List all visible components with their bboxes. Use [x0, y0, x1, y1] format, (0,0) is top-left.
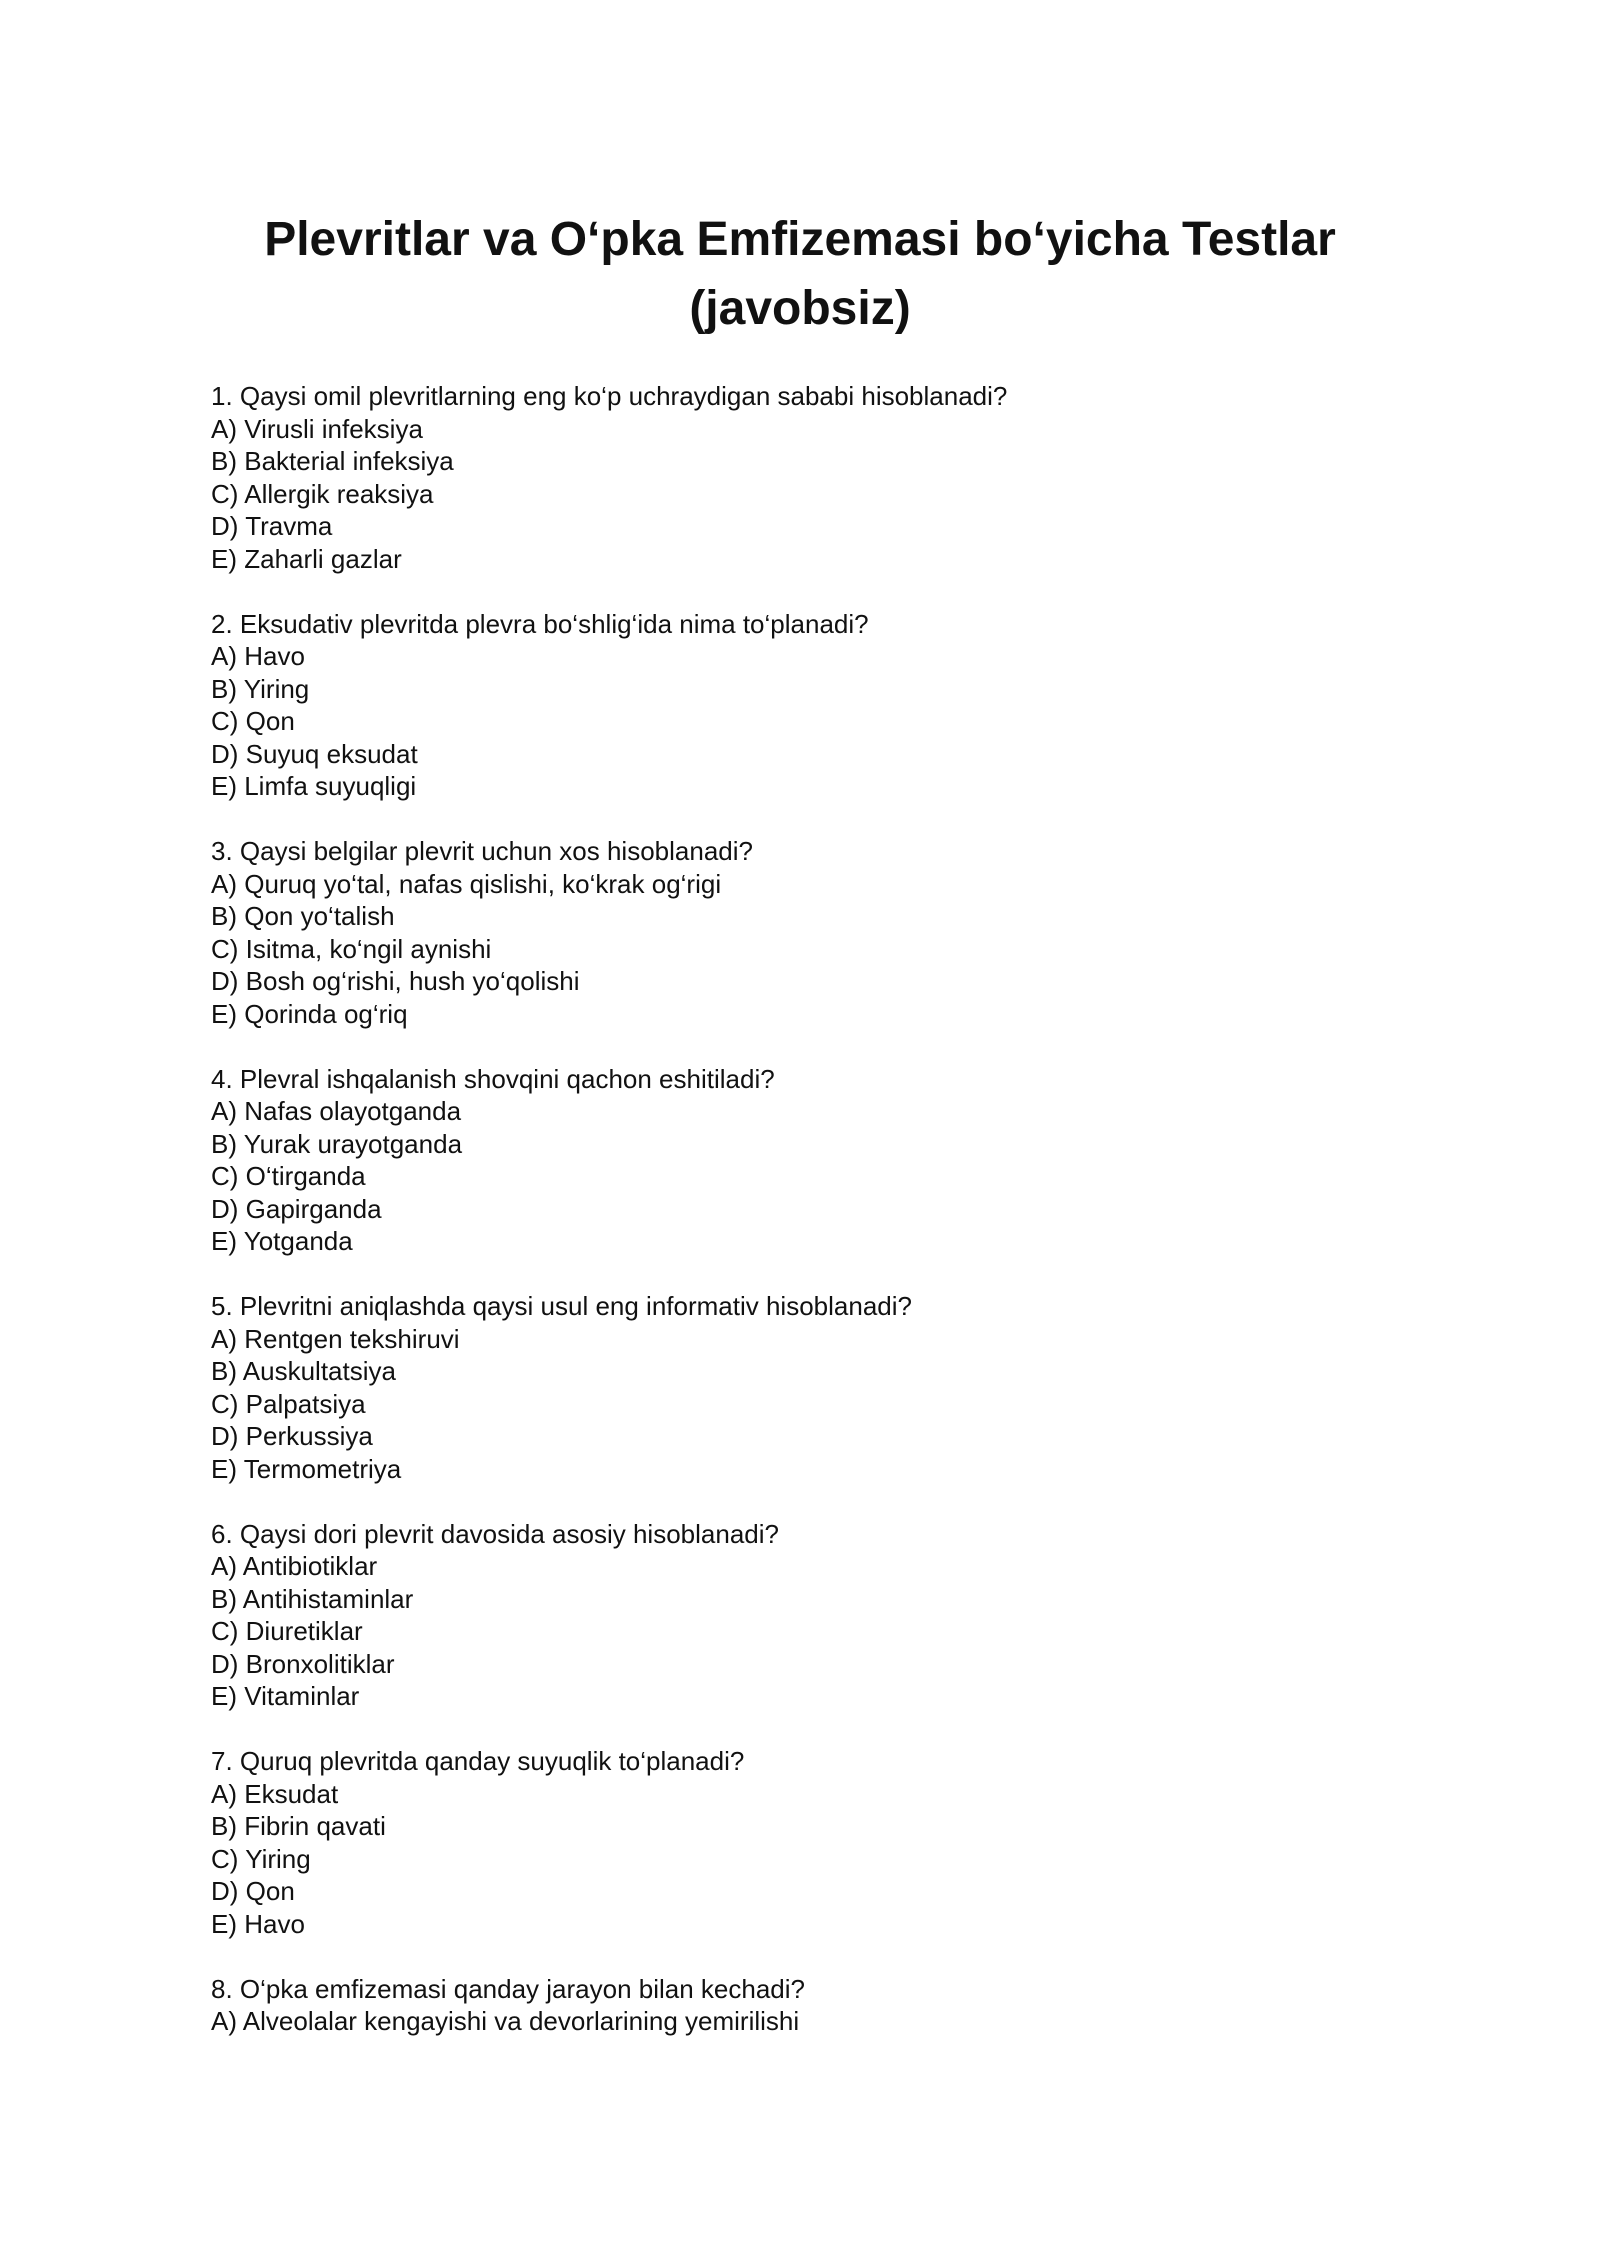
option-d: D) Bosh og‘rishi, hush yo‘qolishi — [211, 966, 580, 996]
option-b: B) Yiring — [211, 673, 310, 704]
option-e: E) Vitaminlar — [211, 1681, 360, 1711]
option-b: B) Bakterial infeksiya — [211, 446, 454, 476]
document-title — [200, 205, 1400, 343]
option-a: A) Alveolalar kengayishi va devorlarining yemirilishi — [211, 2006, 800, 2036]
option-b: B) Auskultatsiya — [211, 1356, 396, 1386]
question-2 — [211, 608, 1411, 803]
question-8 — [211, 1973, 1411, 2038]
option-a: A) Virusli infeksiya — [211, 413, 423, 444]
option-a: A) Quruq yo‘tal, nafas qislishi, ko‘krak og‘rigi — [211, 868, 722, 899]
option-c: C) Qon — [211, 706, 295, 736]
question-3 — [211, 835, 1411, 1030]
question-text: 3. Qaysi belgilar plevrit uchun xos hisoblanadi? — [211, 836, 753, 866]
option-c: C) Isitma, ko‘ngil aynishi — [211, 933, 492, 964]
question-text: 7. Quruq plevritda qanday suyuqlik to‘planadi? — [211, 1746, 745, 1776]
question-text: 5. Plevritni aniqlashda qaysi usul eng informativ hisoblanadi? — [211, 1291, 912, 1321]
option-e: E) Termometriya — [211, 1453, 402, 1484]
option-e: E) Zaharli gazlar — [211, 543, 402, 574]
option-c: C) Diuretiklar — [211, 1616, 363, 1646]
question-4 — [211, 1063, 1411, 1258]
option-e: E) Limfa suyuqligi — [211, 771, 417, 801]
question-5 — [211, 1290, 1411, 1485]
option-a: A) Nafas olayotganda — [211, 1096, 462, 1126]
option-c: C) O‘tirganda — [211, 1161, 366, 1191]
question-text: 2. Eksudativ plevritda plevra bo‘shlig‘ida nima to‘planadi? — [211, 608, 869, 639]
option-a: A) Rentgen tekshiruvi — [211, 1323, 460, 1354]
option-c: C) Yiring — [211, 1843, 311, 1874]
option-b: B) Antihistaminlar — [211, 1583, 414, 1614]
option-a: A) Eksudat — [211, 1778, 339, 1809]
option-e: E) Havo — [211, 1908, 305, 1939]
option-c: C) Allergik reaksiya — [211, 478, 434, 509]
option-a: A) Antibiotiklar — [211, 1551, 378, 1581]
option-b: B) Fibrin qavati — [211, 1811, 386, 1841]
question-text: 4. Plevral ishqalanish shovqini qachon eshitiladi? — [211, 1063, 775, 1094]
question-text: 1. Qaysi omil plevritlarning eng ko‘p uchraydigan sababi hisoblanadi? — [211, 381, 1008, 411]
option-e: E) Yotganda — [211, 1226, 353, 1256]
option-d: D) Suyuq eksudat — [211, 738, 418, 769]
option-b: B) Qon yo‘talish — [211, 901, 395, 931]
title-line-1: Plevritlar va O‘pka Emfizemasi bo‘yicha Testlar — [264, 213, 1336, 266]
option-d: D) Perkussiya — [211, 1421, 373, 1451]
question-text: 8. O‘pka emfizemasi qanday jarayon bilan kechadi? — [211, 1973, 806, 2004]
option-a: A) Havo — [211, 641, 305, 671]
question-text: 6. Qaysi dori plevrit davosida asosiy hisoblanadi? — [211, 1518, 779, 1549]
option-d: D) Qon — [211, 1876, 295, 1906]
title-line-2: (javobsiz) — [689, 282, 911, 335]
option-b: B) Yurak urayotganda — [211, 1128, 463, 1159]
question-list — [211, 380, 1411, 2070]
option-c: C) Palpatsiya — [211, 1388, 366, 1419]
question-7 — [211, 1745, 1411, 1940]
question-6 — [211, 1518, 1411, 1713]
question-1 — [211, 380, 1411, 575]
option-d: D) Travma — [211, 511, 333, 541]
option-e: E) Qorinda og‘riq — [211, 998, 408, 1029]
option-d: D) Gapirganda — [211, 1193, 382, 1224]
option-d: D) Bronxolitiklar — [211, 1648, 395, 1679]
